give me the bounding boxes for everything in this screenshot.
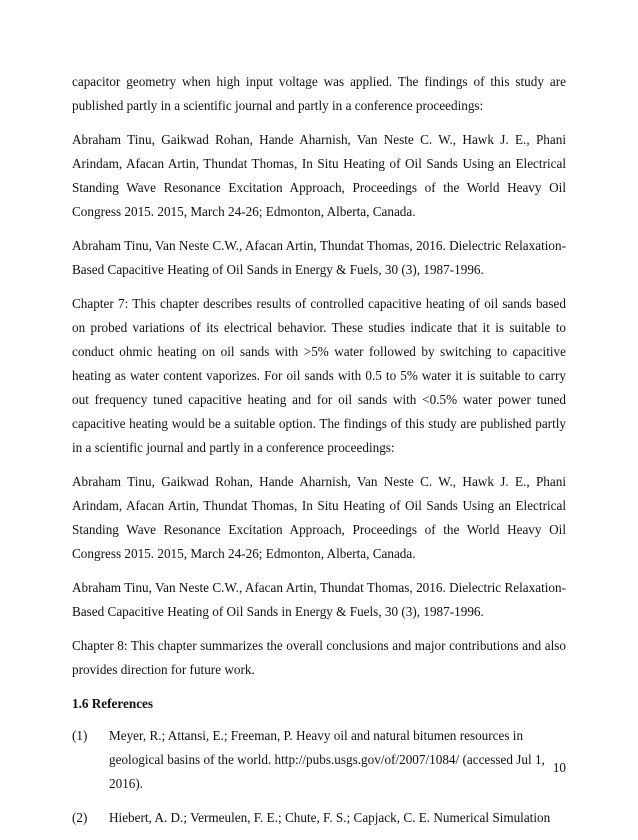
paragraph-chapter6-findings: capacitor geometry when high input voltage was applied. The findings of this study are published partly in a scientific journal and partly in a conference proceedings: (72, 74, 566, 113)
paragraph-citation-conference-1: Abraham Tinu, Gaikwad Rohan, Hande Aharnish, Van Neste C. W., Hawk J. E., Phani Arindam, Afacan Artin, Thundat Thomas, In Situ Heating of Oil Sands Using an Electrical Standing Wave Resonance Excitation Approach, Proceedings of the World Heavy Oil Congress 2015. 2015, March 24-26; Edmonton, Alberta, Canada. (72, 132, 566, 219)
references-heading: 1.6 References (72, 696, 154, 711)
page-number: 10 (552, 760, 566, 775)
reference-item (72, 724, 566, 796)
reference-number: (1) (72, 728, 88, 743)
paragraph-chapter7: Chapter 7: This chapter describes results of controlled capacitive heating of oil sands based on probed variations of its electrical behavior. These studies indicate that it is suitable to conduct ohmic heating on oil sands with >5% water followed by switching to capacitive heating as water content vaporizes. For oil sands with 0.5 to 5% water it is suitable to carry out frequency tuned capacitive heating and for oil sands with <0.5% water power tuned capacitive heating would be a suitable option. The findings of this study are published partly in a scientific journal and partly in a conference proceedings: (72, 296, 566, 455)
paragraph-citation-journal-1: Abraham Tinu, Van Neste C.W., Afacan Artin, Thundat Thomas, 2016. Dielectric Relaxation-Based Capacitive Heating of Oil Sands in Energy & Fuels, 30 (3), 1987-1996. (72, 238, 566, 277)
reference-number: (2) (72, 810, 88, 825)
reference-text: Meyer, R.; Attansi, E.; Freeman, P. Heavy oil and natural bitumen resources in geological basins of the world. http://pubs.usgs.gov/of/2007/1084/ (accessed Jul 1, 2016). (109, 728, 545, 791)
paragraph-citation-journal-2: Abraham Tinu, Van Neste C.W., Afacan Artin, Thundat Thomas, 2016. Dielectric Relaxation-Based Capacitive Heating of Oil Sands in Energy & Fuels, 30 (3), 1987-1996. (72, 580, 566, 619)
reference-text: Hiebert, A. D.; Vermeulen, F. E.; Chute, F. S.; Capjack, C. E. Numerical Simulation (109, 810, 551, 825)
paragraph-citation-conference-2: Abraham Tinu, Gaikwad Rohan, Hande Aharnish, Van Neste C. W., Hawk J. E., Phani Arindam, Afacan Artin, Thundat Thomas, In Situ Heating of Oil Sands Using an Electrical Standing Wave Resonance Excitation Approach, Proceedings of the World Heavy Oil Congress 2015. 2015, March 24-26; Edmonton, Alberta, Canada. (72, 474, 566, 561)
document-page (72, 70, 566, 840)
reference-item (72, 806, 566, 830)
paragraph-chapter8: Chapter 8: This chapter summarizes the overall conclusions and major contributions and also provides direction for future work. (72, 638, 566, 677)
